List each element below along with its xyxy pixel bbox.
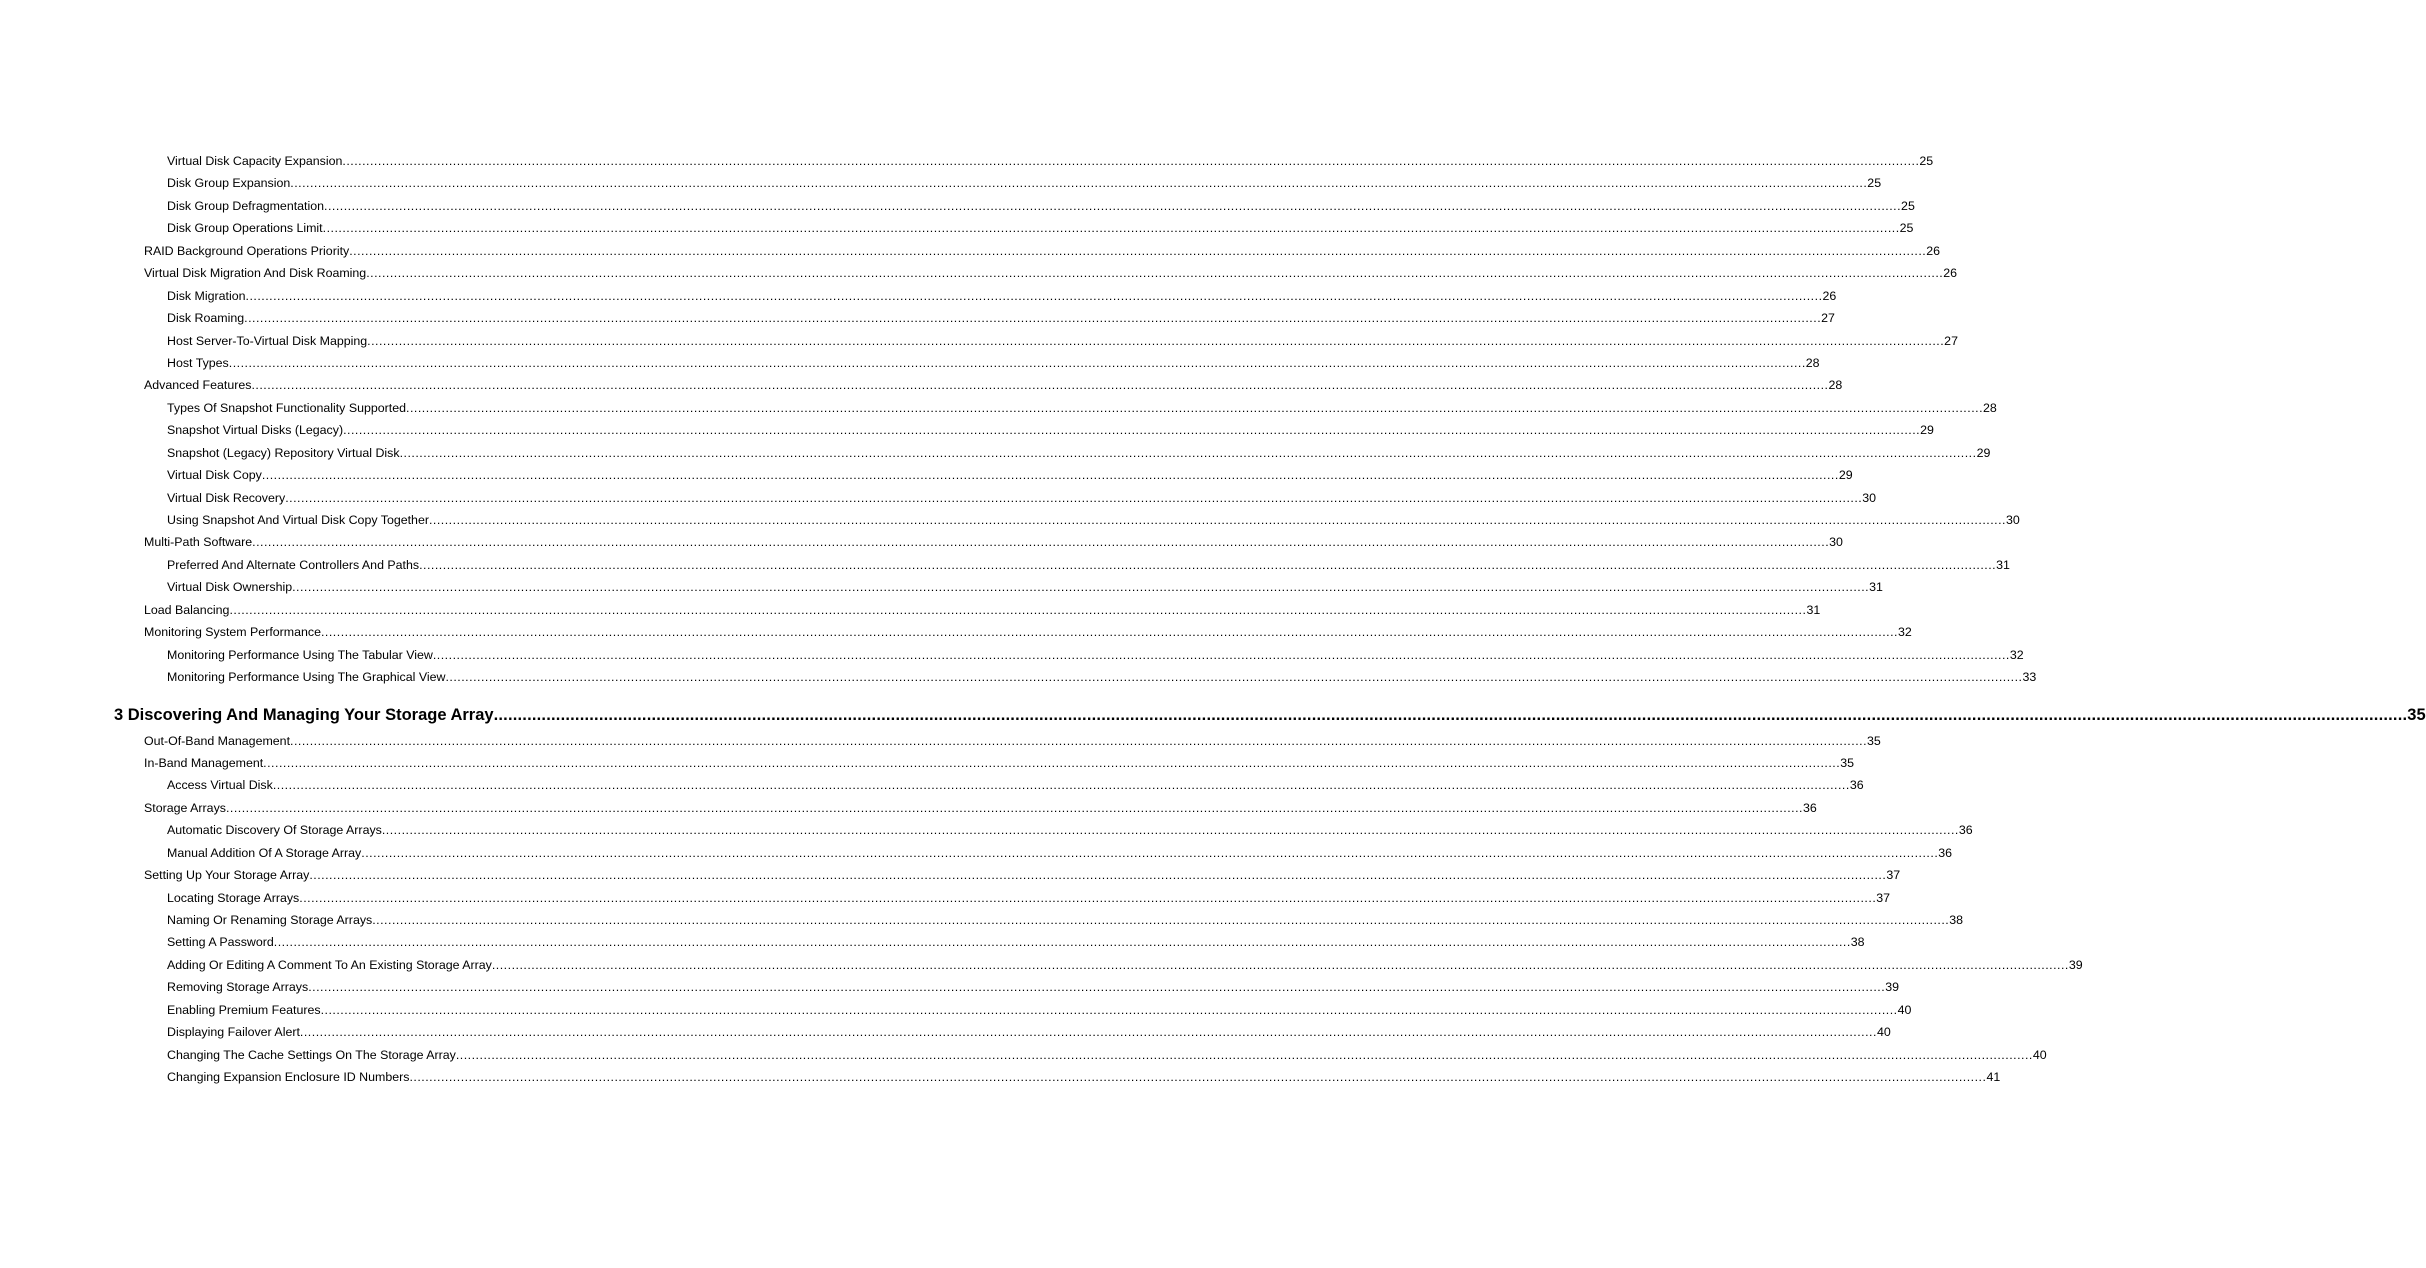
toc-page-number: 26 xyxy=(1926,243,1941,258)
toc-page-number: 32 xyxy=(1898,625,1912,640)
toc-page-number: 31 xyxy=(1806,602,1821,617)
toc-entry[interactable] xyxy=(167,954,2083,976)
table-of-contents xyxy=(0,150,2426,1089)
toc-entry[interactable] xyxy=(167,1044,2047,1066)
toc-dot-leader: ................................................................................................................................................................................................................................................................................................................................................................................................................ xyxy=(367,333,1945,348)
toc-entry[interactable] xyxy=(144,797,1817,819)
toc-page-number: 40 xyxy=(1897,1002,1912,1017)
toc-entry-title: Changing The Cache Settings On The Storage Array xyxy=(167,1047,456,1062)
toc-page-number: 33 xyxy=(2022,670,2037,685)
toc-dot-leader: ................................................................................................................................................................................................................................................................................................................................................................................................................ xyxy=(272,778,1850,793)
toc-entry[interactable] xyxy=(167,1066,2001,1088)
toc-page-number: 36 xyxy=(1849,778,1864,793)
toc-dot-leader: ................................................................................................................................................................................................................................................................................................................................................................................................................ xyxy=(290,733,1868,748)
toc-entry-title: Removing Storage Arrays xyxy=(167,980,309,995)
toc-page-number: 32 xyxy=(2009,647,2024,662)
toc-entry-title: Snapshot (Legacy) Repository Virtual Disk xyxy=(167,445,400,460)
toc-entry[interactable] xyxy=(167,509,2020,531)
toc-page-number: 36 xyxy=(1958,823,1973,838)
toc-page-number: 35 xyxy=(1840,755,1854,770)
toc-entry-title: Virtual Disk Migration And Disk Roaming xyxy=(144,266,367,281)
toc-entry[interactable] xyxy=(167,217,1914,239)
toc-entry[interactable] xyxy=(167,487,1877,509)
toc-dot-leader: ................................................................................................................................................................................................................................................................................................................................................................................................................ xyxy=(493,705,2408,724)
toc-page-number: 39 xyxy=(1885,980,1899,995)
toc-dot-leader: ................................................................................................................................................................................................................................................................................................................................................................................................................ xyxy=(324,198,1902,213)
toc-entry[interactable] xyxy=(167,999,1912,1021)
toc-page-number: 28 xyxy=(1805,355,1820,370)
toc-entry-title: RAID Background Operations Priority xyxy=(144,243,350,258)
toc-entry-title: Virtual Disk Capacity Expansion xyxy=(167,154,343,168)
toc-page-number: 35 xyxy=(2407,705,2426,724)
toc-page-number: 35 xyxy=(1867,733,1881,748)
toc-page-number: 31 xyxy=(1996,557,2010,572)
toc-entry-title: Advanced Features xyxy=(144,378,252,393)
toc-entry[interactable] xyxy=(167,576,1883,598)
toc-page-number: 29 xyxy=(1838,468,1853,483)
toc-page-number: 29 xyxy=(1976,445,1991,460)
toc-entry[interactable] xyxy=(167,397,1997,419)
toc-entry[interactable] xyxy=(167,330,1958,352)
toc-entry[interactable] xyxy=(167,195,1915,217)
toc-entry[interactable] xyxy=(167,352,1820,374)
toc-entry-title: Locating Storage Arrays xyxy=(167,890,300,905)
toc-entry[interactable] xyxy=(167,307,1835,329)
toc-dot-leader: ................................................................................................................................................................................................................................................................................................................................................................................................................ xyxy=(372,913,1950,927)
toc-dot-leader: ................................................................................................................................................................................................................................................................................................................................................................................................................ xyxy=(285,490,1863,505)
toc-dot-leader: ................................................................................................................................................................................................................................................................................................................................................................................................................ xyxy=(342,154,1920,168)
toc-entry-title: Preferred And Alternate Controllers And Paths xyxy=(167,557,420,572)
toc-page-number: 36 xyxy=(1802,800,1817,815)
toc-dot-leader: ................................................................................................................................................................................................................................................................................................................................................................................................................ xyxy=(245,288,1823,303)
toc-dot-leader: ................................................................................................................................................................................................................................................................................................................................................................................................................ xyxy=(381,823,1959,838)
toc-entry-title: Enabling Premium Features xyxy=(167,1002,321,1017)
toc-page-number: 30 xyxy=(1862,490,1877,505)
toc-entry[interactable] xyxy=(144,374,1843,396)
toc-dot-leader: ................................................................................................................................................................................................................................................................................................................................................................................................................ xyxy=(290,176,1868,191)
toc-entry-title: Changing Expansion Enclosure ID Numbers xyxy=(167,1070,410,1085)
toc-entry-title: Disk Roaming xyxy=(167,311,245,326)
toc-dot-leader: ................................................................................................................................................................................................................................................................................................................................................................................................................ xyxy=(292,580,1870,595)
toc-page-number: 40 xyxy=(2032,1047,2047,1062)
toc-page-number: 26 xyxy=(1822,288,1837,303)
toc-entry[interactable] xyxy=(144,730,1881,752)
toc-page-number: 25 xyxy=(1919,154,1934,168)
toc-entry-title: In-Band Management xyxy=(144,755,264,770)
toc-entry-title: Multi-Path Software xyxy=(144,535,253,550)
toc-dot-leader: ................................................................................................................................................................................................................................................................................................................................................................................................................ xyxy=(445,670,2023,685)
toc-entry-title: Using Snapshot And Virtual Disk Copy Together xyxy=(167,513,429,527)
toc-page-number: 28 xyxy=(1828,378,1843,393)
toc-entry[interactable] xyxy=(167,887,1891,909)
toc-entry[interactable] xyxy=(167,554,2010,576)
toc-dot-leader: ................................................................................................................................................................................................................................................................................................................................................................................................................ xyxy=(349,243,1927,258)
toc-entry[interactable] xyxy=(167,442,1991,464)
toc-dot-leader: ................................................................................................................................................................................................................................................................................................................................................................................................................ xyxy=(261,468,1839,483)
toc-dot-leader: ................................................................................................................................................................................................................................................................................................................................................................................................................ xyxy=(322,221,1900,236)
toc-dot-leader: ................................................................................................................................................................................................................................................................................................................................................................................................................ xyxy=(244,311,1822,326)
toc-entry-title: Setting A Password xyxy=(167,935,274,950)
toc-entry-title: Monitoring System Performance xyxy=(144,625,321,640)
toc-entry-title: 3 Discovering And Managing Your Storage Array xyxy=(114,705,494,724)
toc-entry[interactable] xyxy=(167,464,1853,486)
toc-entry-title: Virtual Disk Ownership xyxy=(167,580,293,595)
toc-dot-leader: ................................................................................................................................................................................................................................................................................................................................................................................................................ xyxy=(406,400,1984,415)
toc-dot-leader: ................................................................................................................................................................................................................................................................................................................................................................................................................ xyxy=(361,845,1939,860)
toc-dot-leader: ................................................................................................................................................................................................................................................................................................................................................................................................................ xyxy=(455,1047,2033,1062)
toc-entry[interactable] xyxy=(167,1021,1891,1043)
toc-entry-title: Out-Of-Band Management xyxy=(144,733,291,748)
toc-dot-leader: ................................................................................................................................................................................................................................................................................................................................................................................................................ xyxy=(343,423,1921,438)
toc-dot-leader: ................................................................................................................................................................................................................................................................................................................................................................................................................ xyxy=(432,647,2010,662)
toc-dot-leader: ................................................................................................................................................................................................................................................................................................................................................................................................................ xyxy=(251,378,1829,393)
toc-page-number: 31 xyxy=(1869,580,1883,595)
toc-entry-title: Load Balancing xyxy=(144,602,230,617)
toc-dot-leader: ................................................................................................................................................................................................................................................................................................................................................................................................................ xyxy=(225,800,1803,815)
toc-dot-leader: ................................................................................................................................................................................................................................................................................................................................................................................................................ xyxy=(428,513,2006,527)
toc-dot-leader: ................................................................................................................................................................................................................................................................................................................................................................................................................ xyxy=(252,535,1830,550)
toc-entry-title: Setting Up Your Storage Array xyxy=(144,868,310,883)
toc-page-number: 26 xyxy=(1943,266,1958,281)
toc-dot-leader: ................................................................................................................................................................................................................................................................................................................................................................................................................ xyxy=(299,1025,1877,1040)
toc-entry[interactable] xyxy=(167,909,1964,931)
toc-dot-leader: ................................................................................................................................................................................................................................................................................................................................................................................................................ xyxy=(273,935,1851,950)
toc-entry[interactable] xyxy=(167,666,2037,688)
toc-page-number: 38 xyxy=(1949,913,1964,927)
toc-dot-leader: ................................................................................................................................................................................................................................................................................................................................................................................................................ xyxy=(229,602,1807,617)
toc-dot-leader: ................................................................................................................................................................................................................................................................................................................................................................................................................ xyxy=(409,1070,1987,1085)
toc-page-number: 27 xyxy=(1821,311,1835,326)
toc-page-number: 25 xyxy=(1899,221,1914,236)
toc-entry[interactable] xyxy=(144,599,1821,621)
toc-page-number: 37 xyxy=(1876,890,1891,905)
toc-entry-title: Disk Group Defragmentation xyxy=(167,198,325,213)
toc-entry[interactable] xyxy=(144,262,1958,284)
toc-entry-title: Naming Or Renaming Storage Arrays xyxy=(167,913,373,927)
toc-entry-title: Disk Group Expansion xyxy=(167,176,291,191)
toc-dot-leader: ................................................................................................................................................................................................................................................................................................................................................................................................................ xyxy=(308,980,1886,995)
toc-page-number: 30 xyxy=(1829,535,1843,550)
toc-dot-leader: ................................................................................................................................................................................................................................................................................................................................................................................................................ xyxy=(263,755,1841,770)
toc-dot-leader: ................................................................................................................................................................................................................................................................................................................................................................................................................ xyxy=(320,625,1898,640)
toc-entry-title: Displaying Failover Alert xyxy=(167,1025,300,1040)
toc-dot-leader: ................................................................................................................................................................................................................................................................................................................................................................................................................ xyxy=(299,890,1877,905)
toc-page-number: 39 xyxy=(2068,957,2083,972)
toc-entry-title: Snapshot Virtual Disks (Legacy) xyxy=(167,423,344,438)
toc-entry[interactable] xyxy=(167,285,1837,307)
toc-entry-title: Host Server-To-Virtual Disk Mapping xyxy=(167,333,368,348)
toc-page-number: 38 xyxy=(1850,935,1865,950)
toc-dot-leader: ................................................................................................................................................................................................................................................................................................................................................................................................................ xyxy=(309,868,1887,883)
toc-entry[interactable] xyxy=(167,644,2024,666)
toc-entry-title: Adding Or Editing A Comment To An Existing Storage Array xyxy=(167,957,492,972)
toc-page-number: 41 xyxy=(1986,1070,2001,1085)
toc-entry-title: Disk Migration xyxy=(167,288,246,303)
toc-entry-title: Host Types xyxy=(167,355,229,370)
toc-dot-leader: ................................................................................................................................................................................................................................................................................................................................................................................................................ xyxy=(419,557,1997,572)
toc-dot-leader: ................................................................................................................................................................................................................................................................................................................................................................................................................ xyxy=(366,266,1944,281)
toc-page-number: 25 xyxy=(1867,176,1882,191)
toc-page-number: 37 xyxy=(1886,868,1901,883)
toc-entry[interactable] xyxy=(167,931,1865,953)
toc-entry[interactable] xyxy=(167,976,1899,998)
toc-entry[interactable] xyxy=(144,240,1941,262)
toc-entry[interactable] xyxy=(167,172,1882,194)
toc-page-number: 27 xyxy=(1944,333,1958,348)
toc-entry[interactable] xyxy=(144,864,1901,886)
toc-entry[interactable] xyxy=(144,752,1854,774)
toc-page-number: 29 xyxy=(1920,423,1934,438)
toc-entry-title: Automatic Discovery Of Storage Arrays xyxy=(167,823,382,838)
toc-entry[interactable] xyxy=(167,774,1864,796)
toc-entry[interactable] xyxy=(144,531,1843,553)
toc-page-number: 36 xyxy=(1938,845,1953,860)
toc-page-number: 28 xyxy=(1983,400,1997,415)
toc-entry[interactable] xyxy=(167,419,1934,441)
toc-dot-leader: ................................................................................................................................................................................................................................................................................................................................................................................................................ xyxy=(491,957,2069,972)
toc-entry-title: Virtual Disk Copy xyxy=(167,468,262,483)
toc-entry-title: Monitoring Performance Using The Tabular View xyxy=(167,647,433,662)
toc-entry[interactable] xyxy=(167,842,1953,864)
toc-entry[interactable] xyxy=(144,621,1912,643)
toc-page-number: 30 xyxy=(2005,513,2020,527)
toc-page-number: 25 xyxy=(1901,198,1915,213)
toc-entry-title: Monitoring Performance Using The Graphical View xyxy=(167,670,446,685)
toc-dot-leader: ................................................................................................................................................................................................................................................................................................................................................................................................................ xyxy=(320,1002,1898,1017)
toc-entry[interactable] xyxy=(167,150,1934,172)
toc-entry[interactable] xyxy=(167,819,1973,841)
toc-entry-title: Manual Addition Of A Storage Array xyxy=(167,845,362,860)
toc-page-number: 40 xyxy=(1876,1025,1891,1040)
toc-entry-title: Types Of Snapshot Functionality Supported xyxy=(167,400,407,415)
toc-entry-title: Storage Arrays xyxy=(144,800,226,815)
toc-dot-leader: ................................................................................................................................................................................................................................................................................................................................................................................................................ xyxy=(399,445,1977,460)
toc-dot-leader: ................................................................................................................................................................................................................................................................................................................................................................................................................ xyxy=(228,355,1806,370)
toc-entry-title: Disk Group Operations Limit xyxy=(167,221,323,236)
toc-chapter-entry[interactable] xyxy=(114,689,2426,730)
toc-entry-title: Virtual Disk Recovery xyxy=(167,490,286,505)
toc-entry-title: Access Virtual Disk xyxy=(167,778,273,793)
